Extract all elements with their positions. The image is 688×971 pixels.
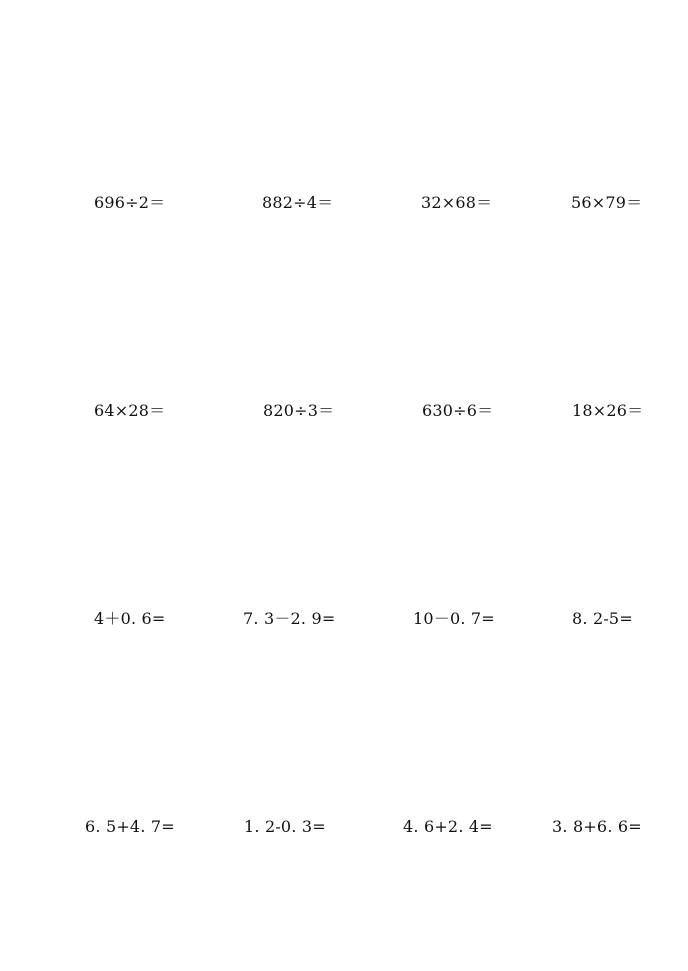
problem-r3-c3: 10－0. 7= bbox=[413, 609, 495, 628]
problem-r4-c2: 1. 2-0. 3= bbox=[244, 817, 326, 836]
problem-r2-c1: 64×28＝ bbox=[94, 401, 166, 420]
problem-r3-c2: 7. 3－2. 9= bbox=[243, 609, 336, 628]
problem-r2-c2: 820÷3＝ bbox=[263, 401, 335, 420]
problem-r1-c3: 32×68＝ bbox=[421, 193, 493, 212]
problem-r2-c4: 18×26＝ bbox=[572, 401, 644, 420]
problem-r1-c1: 696÷2＝ bbox=[94, 193, 166, 212]
problem-r2-c3: 630÷6＝ bbox=[422, 401, 494, 420]
problem-r4-c1: 6. 5+4. 7= bbox=[85, 817, 175, 836]
problem-r4-c3: 4. 6+2. 4= bbox=[403, 817, 493, 836]
problem-r4-c4: 3. 8+6. 6= bbox=[552, 817, 642, 836]
problem-r1-c2: 882÷4＝ bbox=[262, 193, 334, 212]
problem-r1-c4: 56×79＝ bbox=[571, 193, 643, 212]
problem-r3-c4: 8. 2-5= bbox=[572, 609, 633, 628]
problem-r3-c1: 4＋0. 6= bbox=[94, 609, 166, 628]
